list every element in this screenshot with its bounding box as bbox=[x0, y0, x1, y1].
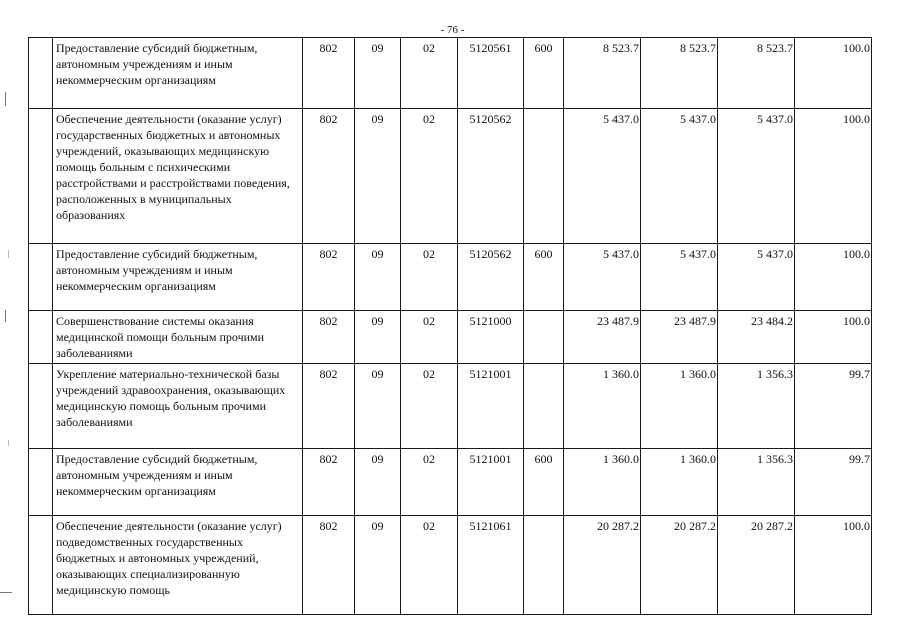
subsection-code-cell: 02 bbox=[401, 364, 458, 449]
budget-table bbox=[28, 37, 872, 615]
refined-amount-cell: 23 487.9 bbox=[641, 311, 718, 364]
executed-amount-cell: 8 523.7 bbox=[718, 38, 795, 109]
section-code-cell: 09 bbox=[355, 364, 401, 449]
expense-type-cell bbox=[524, 311, 564, 364]
row-index-cell bbox=[29, 364, 53, 449]
scan-margin-mark bbox=[5, 310, 6, 322]
department-code-cell: 802 bbox=[303, 244, 355, 311]
refined-amount-cell: 1 360.0 bbox=[641, 449, 718, 516]
refined-amount-cell: 8 523.7 bbox=[641, 38, 718, 109]
item-name-cell: Обеспечение деятельности (оказание услуг) подведомственных государственных бюджетных и автономных учреждений, оказывающих специализированную медицинскую помощь bbox=[53, 516, 303, 615]
target-article-cell: 5121000 bbox=[458, 311, 524, 364]
plan-amount-cell: 5 437.0 bbox=[564, 244, 641, 311]
department-code-cell: 802 bbox=[303, 516, 355, 615]
subsection-code-cell: 02 bbox=[401, 244, 458, 311]
refined-amount-cell: 5 437.0 bbox=[641, 244, 718, 311]
department-code-cell: 802 bbox=[303, 449, 355, 516]
target-article-cell: 5120562 bbox=[458, 109, 524, 244]
executed-amount-cell: 1 356.3 bbox=[718, 449, 795, 516]
department-code-cell: 802 bbox=[303, 109, 355, 244]
section-code-cell: 09 bbox=[355, 244, 401, 311]
item-name-cell: Предоставление субсидий бюджетным, автономным учреждениям и иным некоммерческим организациям bbox=[53, 38, 303, 109]
table-row bbox=[29, 244, 872, 311]
scan-margin-mark bbox=[0, 592, 12, 593]
item-name-cell: Обеспечение деятельности (оказание услуг) государственных бюджетных и автономных учреждений, оказывающих медицинскую помощь больным с психическими расстройствами и расстройствами поведения, расположенных в муниципальных образованиях bbox=[53, 109, 303, 244]
executed-amount-cell: 5 437.0 bbox=[718, 244, 795, 311]
expense-type-cell bbox=[524, 109, 564, 244]
department-code-cell: 802 bbox=[303, 38, 355, 109]
refined-amount-cell: 5 437.0 bbox=[641, 109, 718, 244]
table-row bbox=[29, 516, 872, 615]
subsection-code-cell: 02 bbox=[401, 449, 458, 516]
expense-type-cell: 600 bbox=[524, 449, 564, 516]
plan-amount-cell: 5 437.0 bbox=[564, 109, 641, 244]
section-code-cell: 09 bbox=[355, 311, 401, 364]
plan-amount-cell: 23 487.9 bbox=[564, 311, 641, 364]
expense-type-cell bbox=[524, 364, 564, 449]
target-article-cell: 5121061 bbox=[458, 516, 524, 615]
row-index-cell bbox=[29, 311, 53, 364]
row-index-cell bbox=[29, 38, 53, 109]
table-row bbox=[29, 38, 872, 109]
executed-amount-cell: 1 356.3 bbox=[718, 364, 795, 449]
department-code-cell: 802 bbox=[303, 364, 355, 449]
scan-margin-mark bbox=[8, 440, 9, 446]
execution-percent-cell: 100.0 bbox=[795, 311, 872, 364]
section-code-cell: 09 bbox=[355, 38, 401, 109]
refined-amount-cell: 1 360.0 bbox=[641, 364, 718, 449]
department-code-cell: 802 bbox=[303, 311, 355, 364]
subsection-code-cell: 02 bbox=[401, 516, 458, 615]
plan-amount-cell: 1 360.0 bbox=[564, 449, 641, 516]
scan-margin-mark bbox=[5, 92, 6, 106]
table-row bbox=[29, 311, 872, 364]
subsection-code-cell: 02 bbox=[401, 311, 458, 364]
subsection-code-cell: 02 bbox=[401, 38, 458, 109]
section-code-cell: 09 bbox=[355, 449, 401, 516]
item-name-cell: Укрепление материально-технической базы учреждений здравоохранения, оказывающих медицинскую помощь больным прочими заболеваниями bbox=[53, 364, 303, 449]
target-article-cell: 5121001 bbox=[458, 449, 524, 516]
plan-amount-cell: 20 287.2 bbox=[564, 516, 641, 615]
execution-percent-cell: 100.0 bbox=[795, 516, 872, 615]
row-index-cell bbox=[29, 516, 53, 615]
target-article-cell: 5120562 bbox=[458, 244, 524, 311]
executed-amount-cell: 5 437.0 bbox=[718, 109, 795, 244]
row-index-cell bbox=[29, 109, 53, 244]
expense-type-cell: 600 bbox=[524, 38, 564, 109]
execution-percent-cell: 100.0 bbox=[795, 109, 872, 244]
section-code-cell: 09 bbox=[355, 109, 401, 244]
table-row bbox=[29, 449, 872, 516]
section-code-cell: 09 bbox=[355, 516, 401, 615]
plan-amount-cell: 8 523.7 bbox=[564, 38, 641, 109]
expense-type-cell bbox=[524, 516, 564, 615]
subsection-code-cell: 02 bbox=[401, 109, 458, 244]
execution-percent-cell: 99.7 bbox=[795, 364, 872, 449]
page-number: - 76 - bbox=[440, 24, 465, 36]
row-index-cell bbox=[29, 449, 53, 516]
scan-margin-mark bbox=[8, 250, 9, 258]
executed-amount-cell: 20 287.2 bbox=[718, 516, 795, 615]
item-name-cell: Совершенствование системы оказания медицинской помощи больным прочими заболеваниями bbox=[53, 311, 303, 364]
target-article-cell: 5120561 bbox=[458, 38, 524, 109]
target-article-cell: 5121001 bbox=[458, 364, 524, 449]
item-name-cell: Предоставление субсидий бюджетным, автономным учреждениям и иным некоммерческим организациям bbox=[53, 244, 303, 311]
execution-percent-cell: 100.0 bbox=[795, 38, 872, 109]
table-row bbox=[29, 364, 872, 449]
table-row bbox=[29, 109, 872, 244]
execution-percent-cell: 100.0 bbox=[795, 244, 872, 311]
plan-amount-cell: 1 360.0 bbox=[564, 364, 641, 449]
item-name-cell: Предоставление субсидий бюджетным, автономным учреждениям и иным некоммерческим организациям bbox=[53, 449, 303, 516]
refined-amount-cell: 20 287.2 bbox=[641, 516, 718, 615]
expense-type-cell: 600 bbox=[524, 244, 564, 311]
row-index-cell bbox=[29, 244, 53, 311]
execution-percent-cell: 99.7 bbox=[795, 449, 872, 516]
executed-amount-cell: 23 484.2 bbox=[718, 311, 795, 364]
